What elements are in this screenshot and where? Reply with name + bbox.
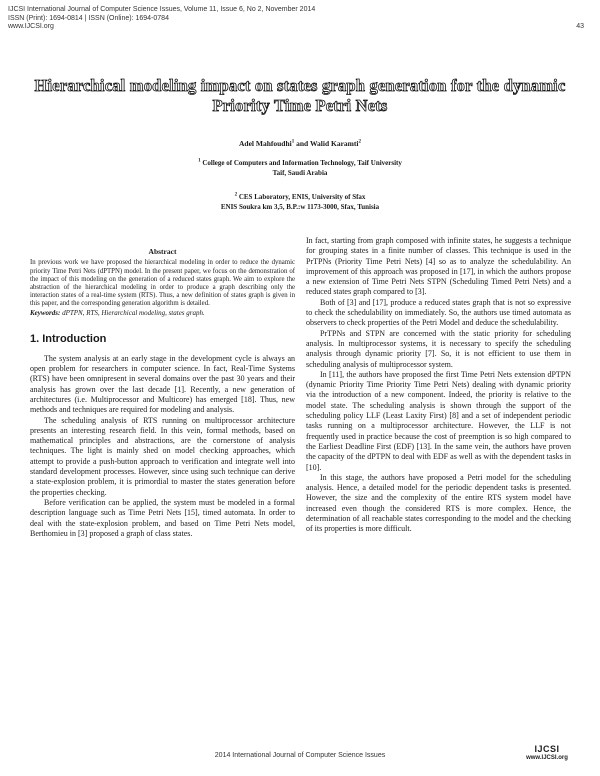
section-heading-introduction: 1. Introduction (30, 332, 107, 345)
paragraph: Both of [3] and [17], produce a reduced states graph that is not so expressive to check the schedulability on immediately. So, the authors use timed automata as observers to check properties of the Petri Model and deduce the schedulability. (306, 297, 571, 328)
paragraph: The system analysis at an early stage in the development cycle is always an open problem for researchers in computer science. In fact, Real-Time Systems (RTS) have been omnipresent in several domains over the past 30 years and their analysis has grown over the last decade [1]. Recently, a new generation of architectures (i.e. Multiprocessor and Multicore) has emerged [18]. Thus, new methods and techniques are required for modeling and analysis. (30, 353, 295, 415)
paragraph: PrTPNs and STPN are concerned with the static priority for scheduling analysis. In multiprocessor systems, it is necessary to specify the scheduling analysis through dynamic priority [7]. So, it is not efficient to use them in scheduling analysis of multiprocessor system. (306, 328, 571, 369)
affiliation-2 (0, 193, 600, 212)
keywords (30, 309, 295, 318)
abstract-heading: Abstract (148, 247, 177, 256)
author-connector: and (294, 139, 310, 148)
journal-header-url: www.IJCSI.org (8, 23, 54, 30)
left-column (30, 247, 295, 539)
journal-logo (522, 744, 572, 761)
paragraph: The scheduling analysis of RTS running on multiprocessor architecture presents an interesting research field. In this vein, formal methods, based on mathematical principles and abstractions, are the cornerstone of analysis techniques. The light is mainly shed on model checking approaches, which attempt to provide a push-button approach to verification and integrate well into standard development processes. However, since using such technique can derive a state-explosion problem, it is primordial to master the states generation before the properties checking. (30, 415, 295, 497)
paragraph: In [11], the authors have proposed the first Time Petri Nets extension dPTPN (dynamic Priority Time Priority Time Petri Nets) dealing with dynamic priority via the introduction of a new component. Indeed, the priority is relative to the model state. The scheduling analysis is shown through the support of the scheduling policy LLF (Least Laxity First) [8] and a set of independent periodic tasks running on a multiprocessor architecture. However, the LLF is not frequently used in practice because the cost of preemption is so high compared to the Earliest Deadline First (EDF) [13]. In the same vein, the authors have proven the capacity of the dPTPN to deal with EDF as well as with the dependent tasks in [10]. (306, 369, 571, 472)
journal-logo-mark: IJCSI (534, 744, 560, 754)
author-name: Adel Mahfoudhi (239, 139, 292, 148)
paragraph: In fact, starting from graph composed with infinite states, he suggests a technique for grouping states in a finite number of classes. This technique is used in the PrTPNs (Priority Time Petri Nets) [4] so as to analyze the schedulability. An improvement of this approach was proposed in [17], in which the authors propose a new extension of Time Petri Nets STPN (Scheduling Timed Petri Nets) and a reduced states graph compared to [3]. (306, 236, 571, 297)
keywords-list: dPTPN, RTS, Hierarchical modeling, states graph. (60, 308, 205, 317)
affiliation-1 (0, 159, 600, 178)
paragraph: Before verification can be applied, the system must be modeled in a formal description language such as Time Petri Nets [15], timed automata. In order to deal with the state-explosion problem, and based on Time Petri Nets model, Berthomieu in [3] proposed a graph of class states. (30, 497, 295, 538)
paragraph: In this stage, the authors have proposed a Petri model for the scheduling analysis. Hence, a detailed model for the periodic dependent tasks is presented. However, the size and the complexity of the entire RTS system model have increased even though the considered RTS is more complex. Hence, the determination of all reachable states corresponding to the model and the checking of its properties is more difficult. (306, 472, 571, 534)
right-column (306, 236, 571, 535)
author-name: Walid Karamti (309, 139, 359, 148)
author-affiliation-mark: 2 (358, 139, 361, 145)
keywords-label: Keywords: (30, 308, 61, 317)
journal-header-line1: IJCSI International Journal of Computer Science Issues, Volume 11, Issue 6, No 2, November 2014 (8, 6, 316, 13)
paper-title: Hierarchical modeling impact on states graph generation for the dynamic Priority Time Petri Nets (34, 76, 566, 115)
affiliation-line: $^1$ College of Computers and Information Technology, Taif University (198, 158, 402, 167)
journal-logo-url: www.IJCSI.org (526, 755, 568, 761)
footer-copyright: 2014 International Journal of Computer Science Issues (214, 752, 386, 759)
affiliation-mark: 1 (198, 158, 201, 164)
page-number: 43 (576, 23, 584, 30)
affiliation-line: $^2$ CES Laboratory, ENIS, University of Sfax (234, 192, 366, 201)
abstract-text: In previous work we have proposed the hierarchical modeling in order to reduce the dynamic priority Time Petri Nets (dPTPN) model. In the present paper, we focus on the demonstration of the impact of this modeling on the generation of a reduced states graph. We aim to explore the abstraction of the hierarchical modeling in order to produce a graph describing only the interaction states of a real-time system (RTS). Thus, a new definition of states graph is given in this paper, and the corresponding generation algorithm is detailed. (30, 259, 295, 308)
journal-header-issn: ISSN (Print): 1694-0814 | ISSN (Online): 1694-0784 (8, 14, 169, 22)
author-affiliation-mark: 1 (291, 139, 295, 145)
affiliation-line: ENIS Soukra km 3,5, B.P.:w 1173-3000, Sfax, Tunisia (220, 202, 380, 211)
author-list (0, 139, 600, 148)
affiliation-mark: 2 (234, 192, 238, 198)
affiliation-line: Taif, Saudi Arabia (272, 168, 328, 177)
journal-header (8, 6, 592, 32)
